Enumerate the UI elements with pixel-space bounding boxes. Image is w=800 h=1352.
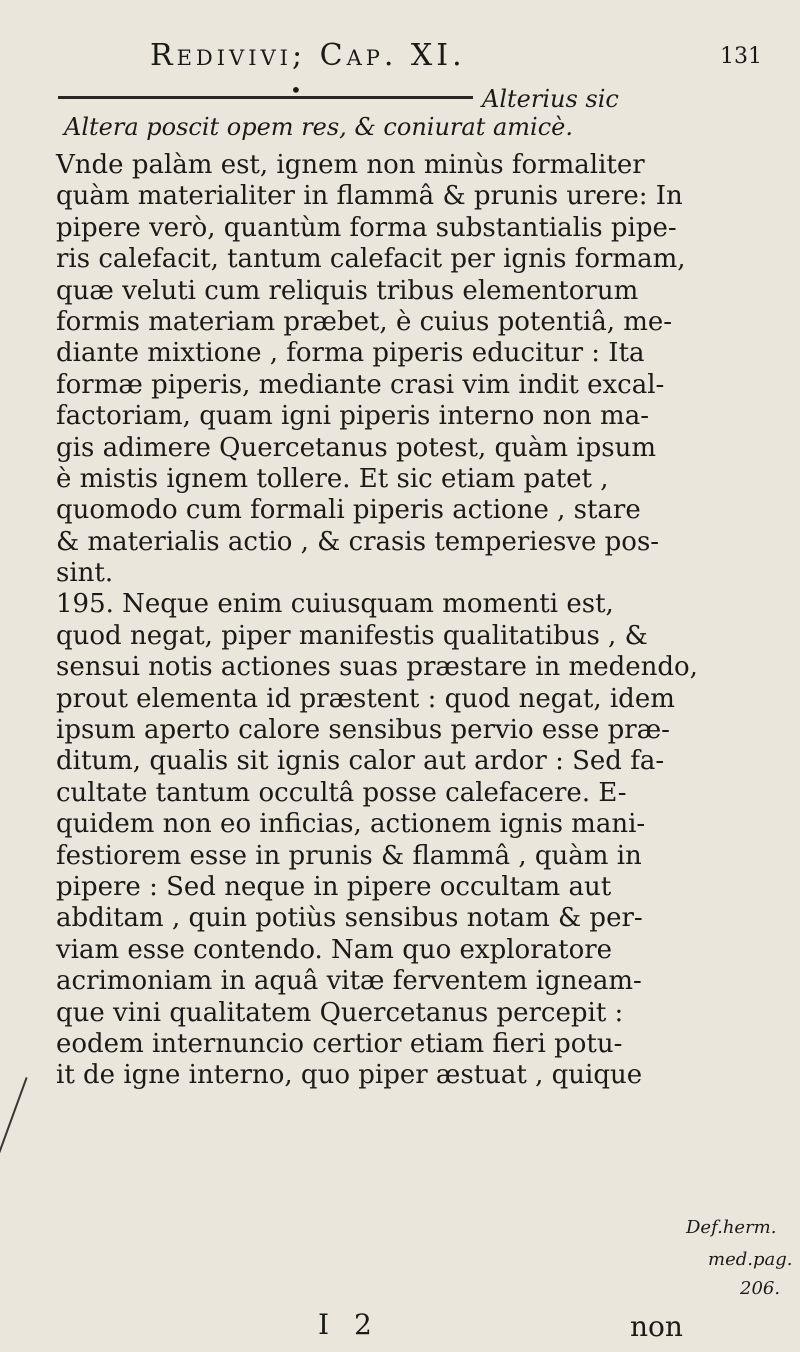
text-line: ditum, qualis sit ignis calor aut ardor : Sed fa-: [56, 746, 665, 777]
text-line: è mistis ignem tollere. Et sic etiam patet ,: [56, 463, 609, 494]
margin-note: 206.: [740, 1278, 781, 1299]
text-line: pipere verò, quantùm forma substantialis pipe-: [56, 212, 677, 243]
text-line: quomodo cum formali piperis actione , stare: [56, 495, 641, 526]
text-line: pipere : Sed neque in pipere occultam aut: [56, 871, 612, 902]
bracket-mark: [0, 1077, 28, 1153]
text-line: & materialis actio , & crasis temperiesve pos-: [56, 526, 660, 557]
page-number: 131: [720, 44, 762, 69]
margin-note: Def.herm.: [686, 1217, 777, 1238]
text-line: formæ piperis, mediante crasi vim indit excal-: [56, 369, 665, 400]
text-line: quod negat, piper manifestis qualitatibus , &: [56, 620, 648, 651]
text-line: Vnde palàm est, ignem non minùs formaliter: [56, 150, 645, 180]
text-line: 195. Neque enim cuiusquam momenti est,: [56, 589, 614, 620]
text-line: ipsum aperto calore sensibus pervio esse præ-: [56, 715, 670, 746]
text-line: eodem internuncio certior etiam fieri potu-: [56, 1028, 623, 1059]
text-line: quidem non eo inficias, actionem ignis mani-: [56, 809, 646, 840]
verse-subhead: Altera poscit opem res, & coniurat amicè.: [64, 113, 573, 141]
text-line: sensui notis actiones suas præstare in medendo,: [56, 652, 698, 683]
body-text: [56, 150, 776, 1092]
text-line: viam esse contendo. Nam quo exploratore: [56, 934, 613, 965]
text-line: it de igne interno, quo piper æstuat , quique: [56, 1060, 643, 1091]
text-line: prout elementa id præstent : quod negat, idem: [56, 683, 675, 714]
horizontal-rule: [58, 96, 473, 99]
text-line: formis materiam præbet, è cuius potentiâ, me-: [56, 306, 673, 337]
text-line: diante mixtione , forma piperis educitur : Ita: [56, 338, 645, 369]
catchword: non: [630, 1310, 683, 1343]
text-line: gis adimere Quercetanus potest, quàm ipsum: [56, 432, 656, 463]
running-header: [150, 38, 780, 78]
text-line: ris calefacit, tantum calefacit per ignis formam,: [56, 244, 686, 275]
rule-dot: •: [290, 78, 302, 102]
text-line: quàm materialiter in flammâ & prunis urere: In: [56, 181, 683, 212]
catchline: Alterius sic: [482, 85, 619, 113]
text-line: sint.: [56, 558, 114, 589]
margin-note: med.pag.: [708, 1249, 793, 1270]
text-line: quæ veluti cum reliquis tribus elementorum: [56, 275, 639, 306]
text-line: que vini qualitatem Quercetanus percepit :: [56, 997, 624, 1028]
text-line: acrimoniam in aquâ vitæ ferventem igneam-: [56, 966, 642, 997]
text-line: abditam , quin potiùs sensibus notam & per-: [56, 903, 643, 934]
signature-mark: I 2: [318, 1308, 380, 1341]
running-title: Redivivi; Cap. XI.: [150, 38, 466, 73]
text-line: factoriam, quam igni piperis interno non ma-: [56, 401, 649, 432]
text-line: cultate tantum occultâ posse calefacere. E-: [56, 777, 627, 808]
text-line: festiorem esse in prunis & flammâ , quàm in: [56, 840, 642, 871]
